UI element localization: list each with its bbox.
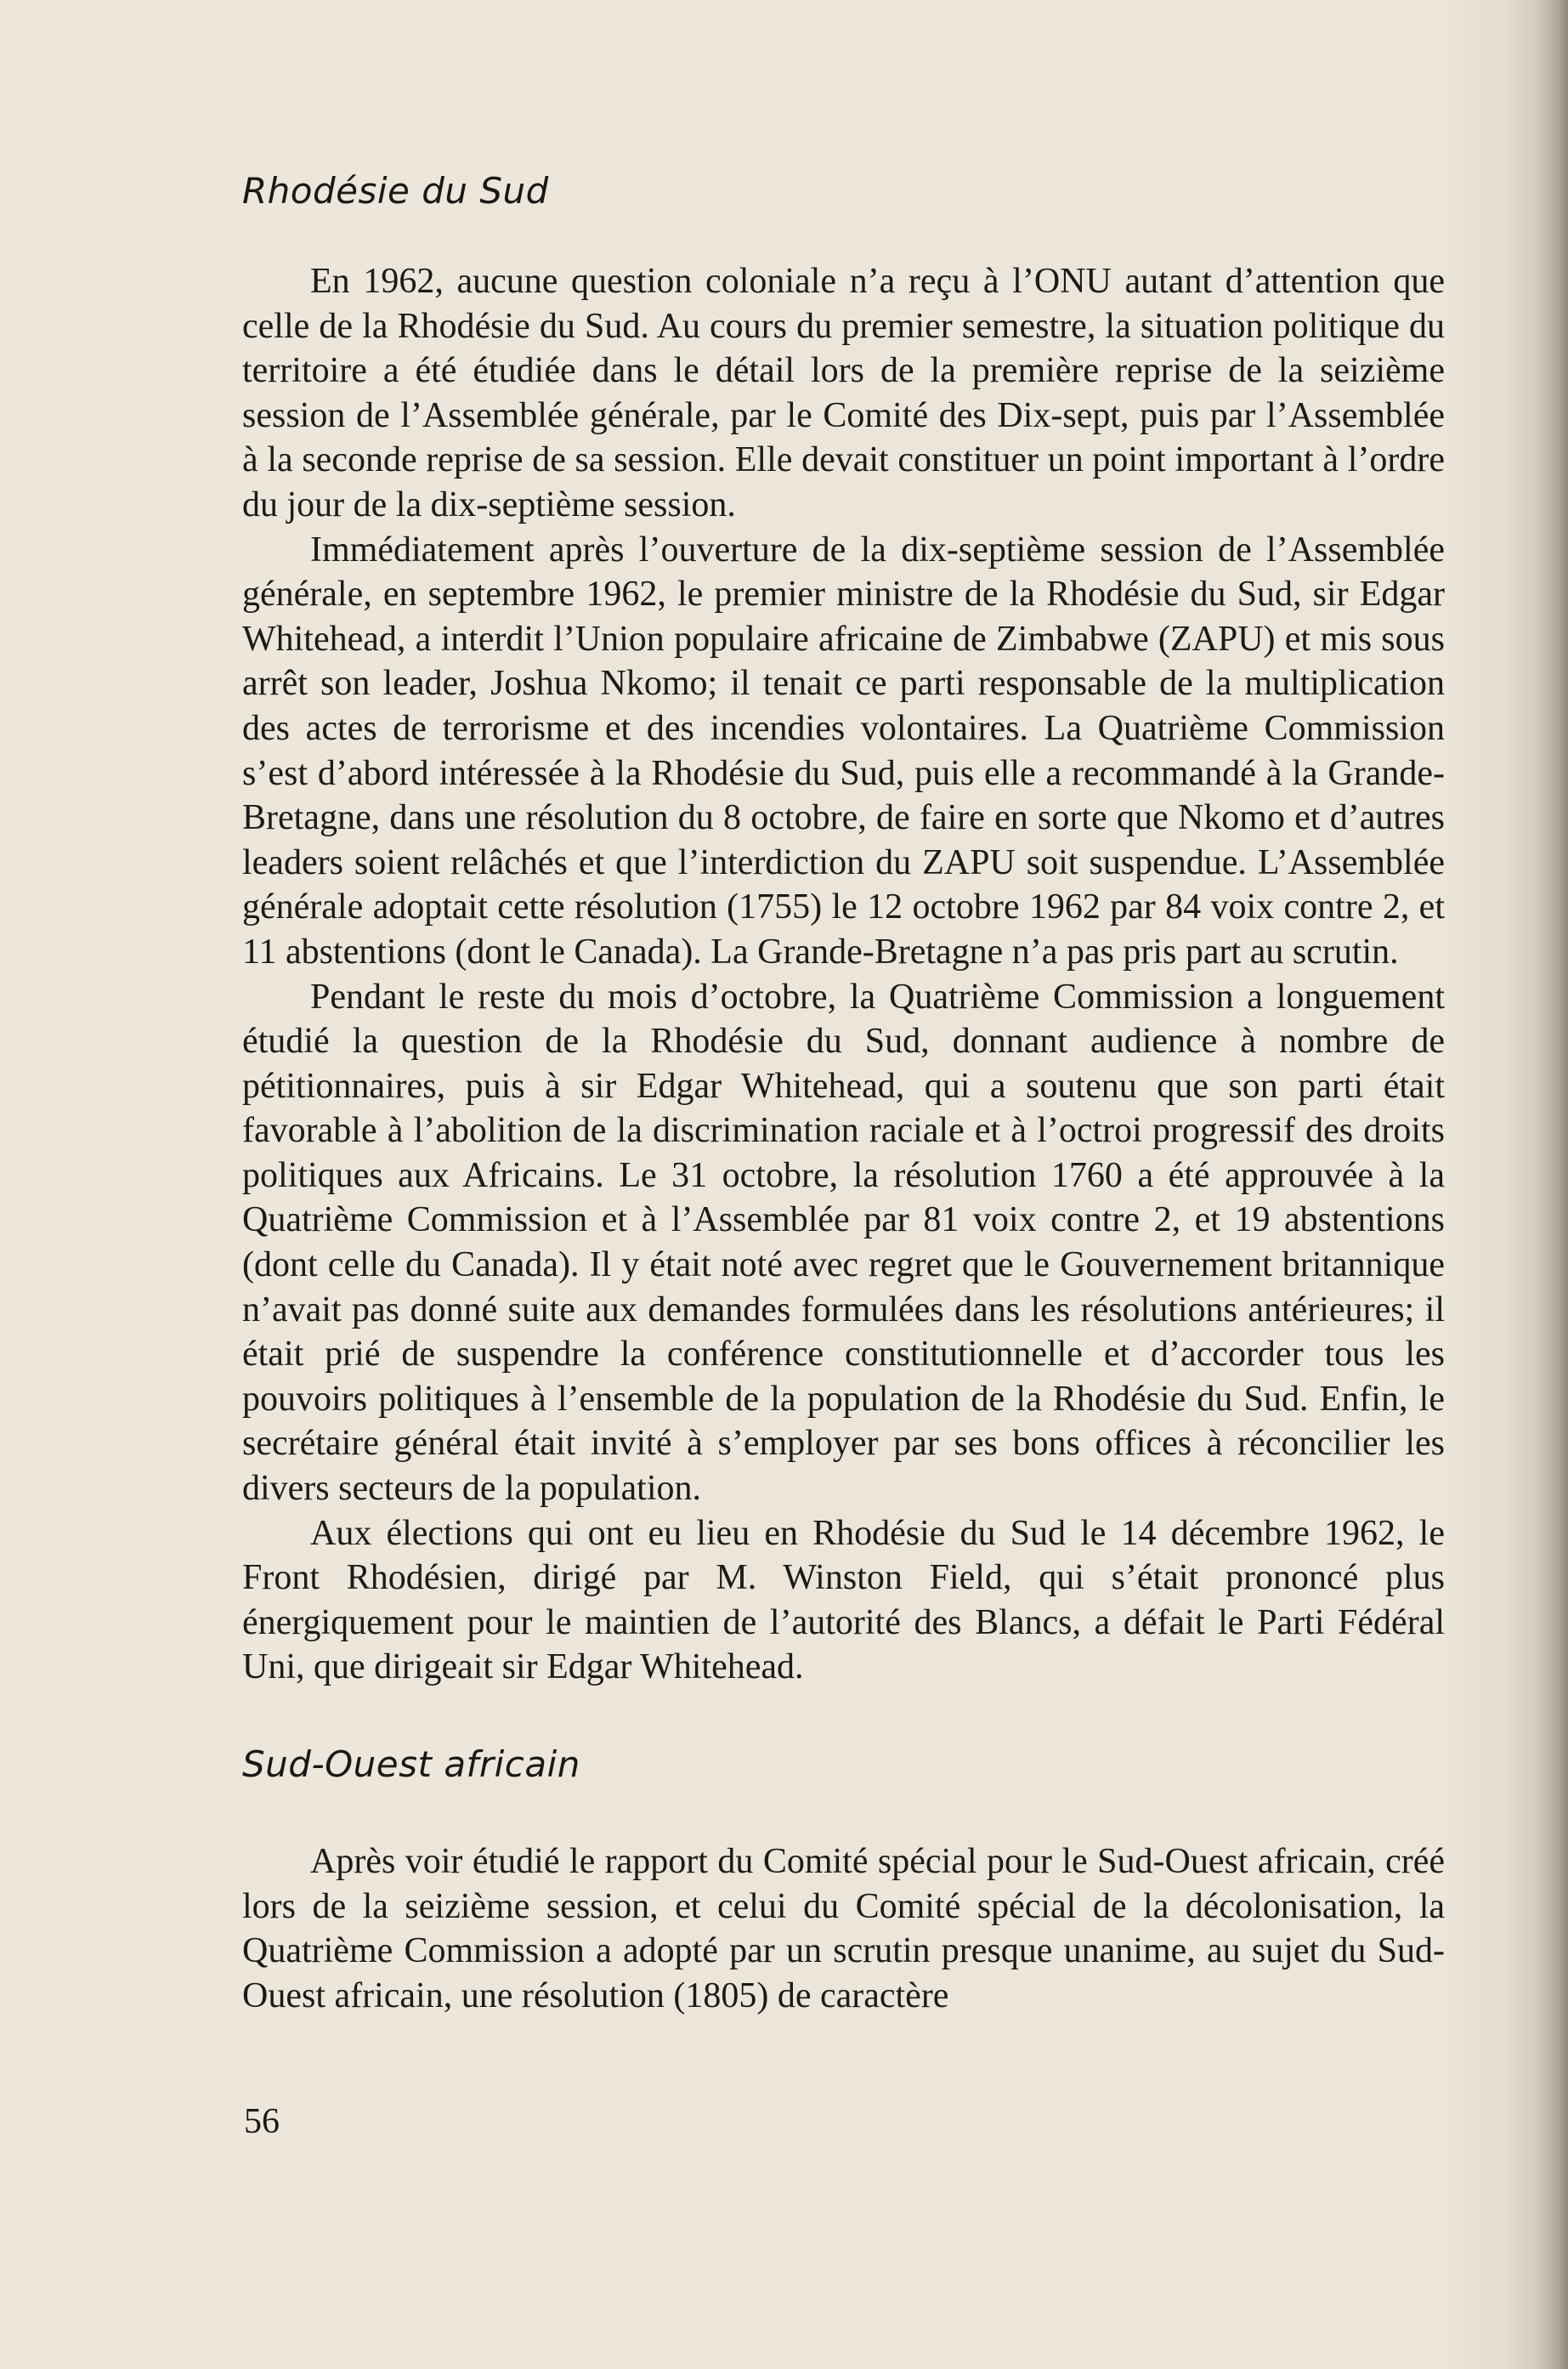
paragraph: Pendant le reste du mois d’octobre, la Quatrième Commission a longuement étudié la question de la Rhodésie du Sud, donnant audience à nombre de pétitionnaires, puis à sir Edgar Whitehead, qui a soutenu que son parti était favorable à l’abolition de la discrimination raciale et à l’octroi progressif des droits politiques aux Africains. Le 31 octobre, la résolution 1760 a été approuvée à la Quatrième Commission et à l’Assemblée par 81 voix contre 2, et 19 abstentions (dont celle du Canada). Il y était noté avec regret que le Gouvernement britannique n’avait pas donné suite aux demandes formulées dans les résolutions antérieures; il était prié de suspendre la conférence constitutionnelle et d’accorder tous les pouvoirs politiques à l’ensemble de la population de la Rhodésie du Sud. Enfin, le secrétaire général était invité à s’employer par ses bons offices à réconcilier les divers secteurs de la population. [242, 977, 1445, 1509]
page-number: 56 [244, 2102, 280, 2141]
page-body [242, 166, 1445, 2018]
paragraph: Après voir étudié le rapport du Comité spécial pour le Sud-Ouest africain, créé lors de la seizième session, et celui du Comité spécial de la décolonisation, la Quatrième Commission a adopté par un scrutin presque unanime, au sujet du Sud-Ouest africain, une résolution (1805) de caractère [242, 1842, 1445, 2015]
paragraph: En 1962, aucune question coloniale n’a reçu à l’ONU autant d’attention que celle de la Rhodésie du Sud. Au cours du premier semestre, la situation politique du territoire a été étudiée dans le détail lors de la première reprise de la seizième session de l’Assemblée générale, par le Comité des Dix-sept, puis par l’Assemblée à la seconde reprise de sa session. Elle devait constituer un point important à l’ordre du jour de la dix-septième session. [242, 262, 1445, 524]
section-heading-sud-ouest: Sud-Ouest africain [242, 1743, 580, 1785]
section-heading-rhodesie: Rhodésie du Sud [242, 170, 549, 212]
paragraph: Immédiatement après l’ouverture de la dix-septième session de l’Assemblée générale, en septembre 1962, le premier ministre de la Rhodésie du Sud, sir Edgar Whitehead, a interdit l’Union populaire africaine de Zimbabwe (ZAPU) et mis sous arrêt son leader, Joshua Nkomo; il tenait ce parti responsable de la multiplication des actes de terrorisme et des incendies volontaires. La Quatrième Commission s’est d’abord intéressée à la Rhodésie du Sud, puis elle a recommandé à la Grande-Bretagne, dans une résolution du 8 octobre, de faire en sorte que Nkomo et d’autres leaders soient relâchés et que l’interdiction du ZAPU soit suspendue. L’Assemblée générale adoptait cette résolution (1755) le 12 octobre 1962 par 84 voix contre 2, et 11 abstentions (dont le Canada). La Grande-Bretagne n’a pas pris part au scrutin. [242, 530, 1445, 972]
paragraph: Aux élections qui ont eu lieu en Rhodésie du Sud le 14 décembre 1962, le Front Rhodésien, dirigé par M. Winston Field, qui s’était prononcé plus énergiquement pour le maintien de l’autorité des Blancs, a défait le Parti Fédéral Uni, que dirigeait sir Edgar Whitehead. [242, 1513, 1445, 1687]
binding-shadow [1534, 0, 1568, 2369]
